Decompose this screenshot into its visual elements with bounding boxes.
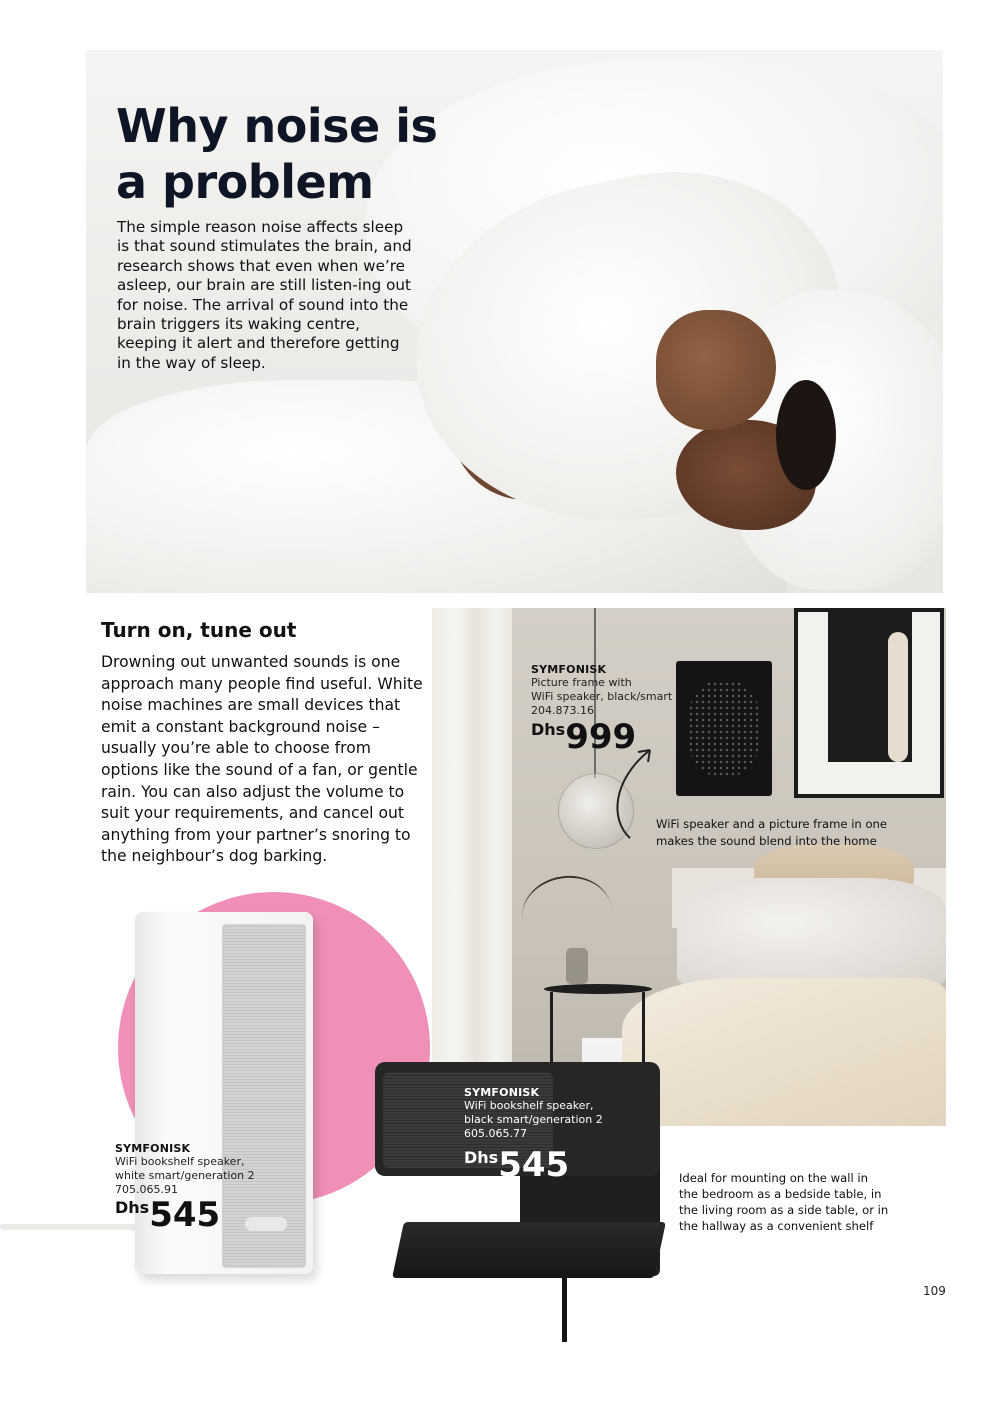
price-tag xyxy=(464,1145,570,1185)
product-name: SYMFONISK xyxy=(115,1142,191,1155)
bed-pillows-shape xyxy=(677,878,946,988)
hair-shape xyxy=(776,380,836,490)
vase-shape xyxy=(566,948,588,984)
product-desc-line: WiFi bookshelf speaker, xyxy=(115,1155,245,1168)
price-value: 545 xyxy=(498,1145,570,1185)
section-heading: Turn on, tune out xyxy=(101,618,297,642)
price-currency: Dhs xyxy=(115,1198,150,1217)
dried-twigs-shape xyxy=(517,870,617,958)
price-currency: Dhs xyxy=(464,1148,499,1167)
throw-blanket-shape xyxy=(622,978,946,1126)
product-name: SYMFONISK xyxy=(464,1086,540,1099)
price-value: 545 xyxy=(149,1195,221,1235)
wall-art-print xyxy=(828,612,912,762)
product-desc-line: black smart/generation 2 xyxy=(464,1113,603,1126)
price-currency: Dhs xyxy=(531,720,566,739)
product-desc-line: Picture frame with xyxy=(531,676,632,689)
branch-shape xyxy=(888,632,908,762)
shelf-speaker-caption: Ideal for mounting on the wall in the bedroom as a bedside table, in the living room as a side table, or in the hallway as a convenient shelf xyxy=(679,1171,889,1233)
article-number: 705.065.91 xyxy=(115,1183,178,1196)
shelf-board xyxy=(392,1222,666,1278)
article-number: 204.873.16 xyxy=(531,704,594,717)
product-name: SYMFONISK xyxy=(531,663,607,676)
article-number: 605.065.77 xyxy=(464,1127,527,1140)
product-label-frame-speaker xyxy=(531,663,701,718)
product-desc-line: WiFi bookshelf speaker, xyxy=(464,1099,594,1112)
product-desc-line: WiFi speaker, black/smart xyxy=(531,690,673,703)
price-tag xyxy=(115,1195,221,1235)
product-desc-line: white smart/generation 2 xyxy=(115,1169,255,1182)
wall-art-frame xyxy=(794,608,944,798)
side-table-leg xyxy=(642,992,645,1072)
frame-speaker-caption: WiFi speaker and a picture frame in one makes the sound blend into the home xyxy=(656,817,888,848)
intro-paragraph: The simple reason noise affects sleep is that sound stimulates the brain, and research shows that even when we’re asleep, our brain are still listen-ing out for noise. The arrival of sound into the brain triggers its waking centre, keeping it alert and therefore getting in the way of sleep. xyxy=(117,218,412,372)
price-value: 999 xyxy=(565,717,637,757)
curtain-shape xyxy=(432,608,512,1126)
product-label-white-speaker xyxy=(115,1142,275,1197)
speaker-control-buttons xyxy=(245,1217,287,1231)
side-table-leg xyxy=(550,992,553,1072)
product-label-black-speaker xyxy=(464,1086,644,1141)
page-title: Why noise is a problem xyxy=(116,99,438,209)
page-number: 109 xyxy=(923,1284,946,1298)
section-paragraph: Drowning out unwanted sounds is one approach many people find useful. White noise machines are small devices that emit a constant background noise – usually you’re able to choose from options like the sound of a fan, or gentle rain. You can also adjust the volume to suit your requirements, and cancel out anything from your partner’s snoring to the neighbour’s dog barking. xyxy=(101,653,423,866)
side-table-top xyxy=(544,984,652,994)
speaker-cable xyxy=(562,1276,567,1342)
